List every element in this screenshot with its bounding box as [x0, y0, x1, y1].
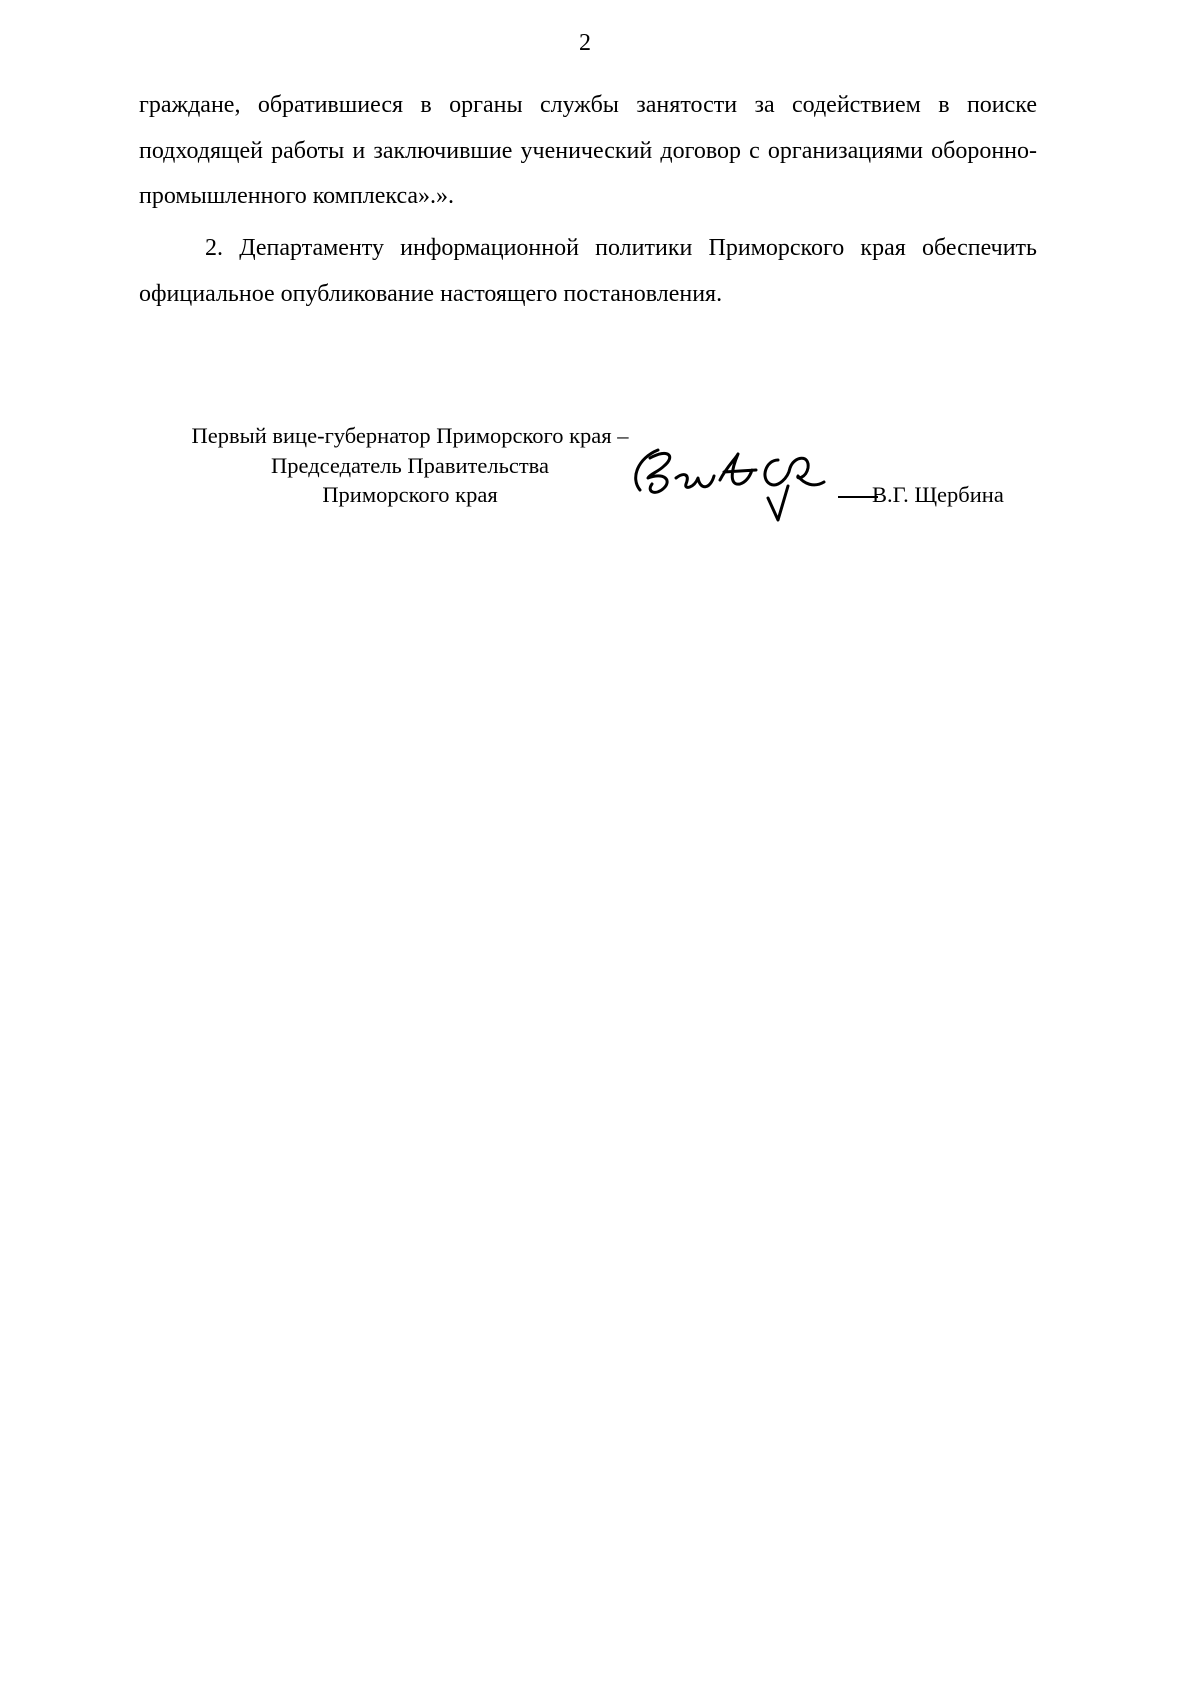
- position-line: Председатель Правительства: [271, 452, 549, 478]
- paragraph-continuation: граждане, обратившиеся в органы службы занятости за содействием в поиске подходящей работы и заключившие ученический договор с организациями оборонно-промышленного комплекса».».: [139, 92, 1037, 209]
- page-number: 2: [579, 30, 591, 56]
- signatory-position: [140, 421, 680, 510]
- position-line: Первый вице-губернатор Приморского края –: [191, 423, 629, 448]
- handwritten-signature: [628, 438, 868, 538]
- signatory-name: В.Г. Щербина: [872, 482, 1004, 507]
- paragraph-item-2: 2. Департаменту информационной политики Приморского края обеспечить официальное опубликование настоящего постановления.: [139, 235, 1037, 307]
- position-line: Приморского края: [322, 482, 498, 507]
